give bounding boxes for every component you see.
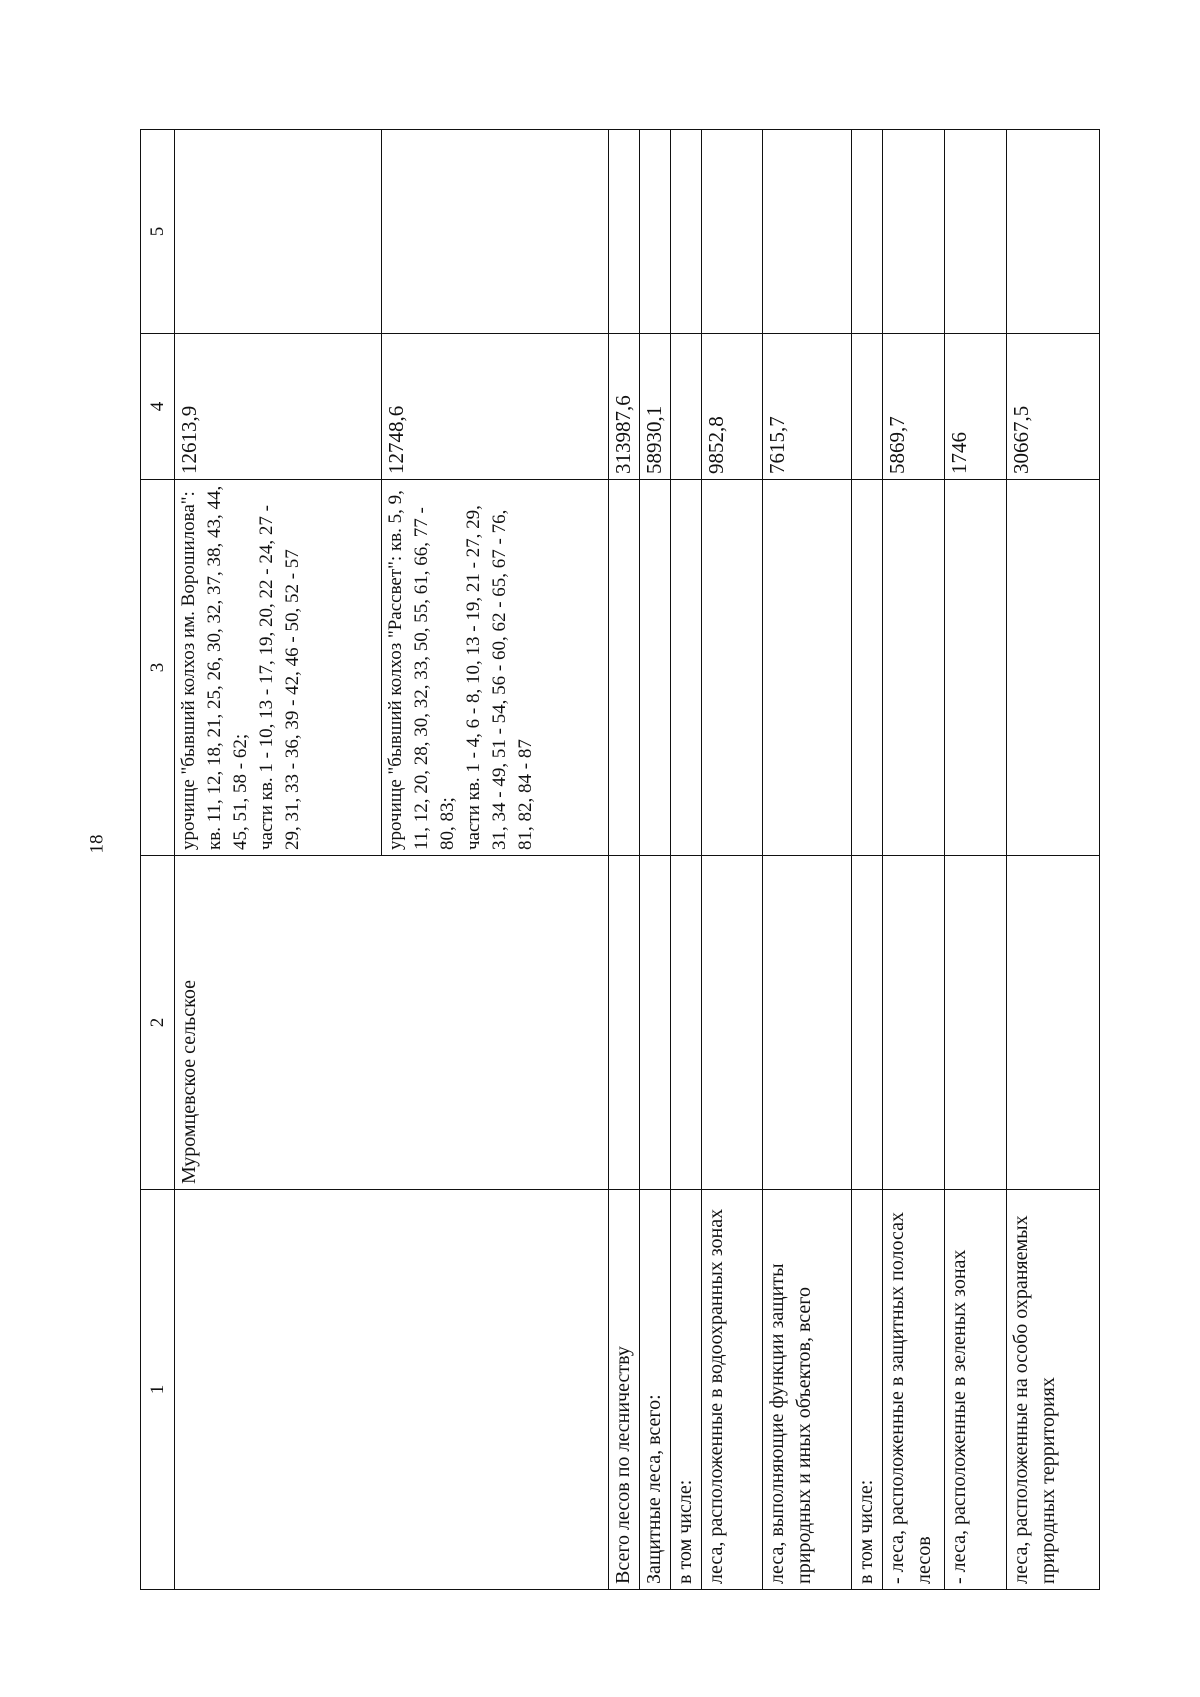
header-cell-1: 1 xyxy=(141,1190,175,1590)
summary-label: - леса, расположенные в защитных полосах лесов xyxy=(883,1190,945,1590)
table-row xyxy=(763,130,852,1590)
empty-cell xyxy=(639,480,670,856)
location-main: урочище "бывший колхоз им. Ворошилова": кв. 11, 12, 18, 21, 25, 26, 30, 32, 37, 38, 43, 44, 45, 51, 58 - 62; xyxy=(178,485,252,850)
table-row xyxy=(852,130,883,1590)
page-number: 18 xyxy=(86,834,108,854)
summary-label: в том числе: xyxy=(670,1190,701,1590)
empty-cell xyxy=(945,480,1007,856)
empty-cell xyxy=(1007,856,1100,1190)
empty-cell xyxy=(1007,480,1100,856)
empty-cell xyxy=(670,856,701,1190)
summary-area: 313987,6 xyxy=(608,334,639,480)
header-cell-3: 3 xyxy=(141,480,175,856)
area-cell: 12748,6 xyxy=(381,334,608,480)
empty-cell xyxy=(701,130,763,334)
empty-cell xyxy=(670,130,701,334)
area-cell: 12613,9 xyxy=(175,334,381,480)
summary-area: 7615,7 xyxy=(763,334,852,480)
summary-area: 30667,5 xyxy=(1007,334,1100,480)
summary-area xyxy=(852,334,883,480)
summary-area: 1746 xyxy=(945,334,1007,480)
location-main: урочище "бывший колхоз "Рассвет": кв. 5, 9, 11, 12, 20, 28, 30, 32, 33, 50, 55, 61, 66, 77 - 80, 83; xyxy=(384,490,458,850)
summary-label: леса, выполняющие функции защиты природных и иных объектов, всего xyxy=(763,1190,852,1590)
summary-area: 5869,7 xyxy=(883,334,945,480)
empty-cell xyxy=(1007,130,1100,334)
empty-cell xyxy=(175,1190,609,1590)
summary-label: леса, расположенные на особо охраняемых природных территориях xyxy=(1007,1190,1100,1590)
empty-cell xyxy=(883,130,945,334)
settlement-cell: Муромцевское сельское xyxy=(175,856,609,1190)
forest-table xyxy=(140,129,1100,1590)
empty-cell xyxy=(883,856,945,1190)
table-row xyxy=(1007,130,1100,1590)
empty-cell xyxy=(763,856,852,1190)
table-row xyxy=(175,130,381,1590)
summary-label: - леса, расположенные в зеленых зонах xyxy=(945,1190,1007,1590)
location-parts: части кв. 1 - 4, 6 - 8, 10, 13 - 19, 21 - 27, 29, 31, 34 - 49, 51 - 54, 56 - 60, 62 - 65, 67 - 76, 81, 82, 84 - 87 xyxy=(462,505,536,850)
empty-cell xyxy=(639,856,670,1190)
empty-cell xyxy=(381,130,608,334)
empty-cell xyxy=(763,130,852,334)
header-cell-4: 4 xyxy=(141,334,175,480)
empty-cell xyxy=(608,480,639,856)
empty-cell xyxy=(883,480,945,856)
header-cell-5: 5 xyxy=(141,130,175,334)
location-cell xyxy=(175,480,381,856)
summary-area: 9852,8 xyxy=(701,334,763,480)
table-row xyxy=(608,130,639,1590)
empty-cell xyxy=(852,130,883,334)
empty-cell xyxy=(701,480,763,856)
location-cell xyxy=(381,480,608,856)
table-row xyxy=(701,130,763,1590)
empty-cell xyxy=(670,480,701,856)
header-row xyxy=(141,130,175,1590)
empty-cell xyxy=(763,480,852,856)
summary-area xyxy=(670,334,701,480)
empty-cell xyxy=(852,480,883,856)
empty-cell xyxy=(608,130,639,334)
empty-cell xyxy=(945,856,1007,1190)
empty-cell xyxy=(945,130,1007,334)
empty-cell xyxy=(639,130,670,334)
rotated-table-wrapper xyxy=(140,130,1100,1590)
header-cell-2: 2 xyxy=(141,856,175,1190)
empty-cell xyxy=(701,856,763,1190)
summary-area: 58930,1 xyxy=(639,334,670,480)
summary-label: Защитные леса, всего: xyxy=(639,1190,670,1590)
table-row xyxy=(945,130,1007,1590)
summary-label: леса, расположенные в водоохранных зонах xyxy=(701,1190,763,1590)
table-row xyxy=(670,130,701,1590)
location-parts: части кв. 1 - 10, 13 - 17, 19, 20, 22 - 24, 27 - 29, 31, 33 - 36, 39 - 42, 46 - 50, 52 - 57 xyxy=(256,505,304,850)
summary-label: Всего лесов по лесничеству xyxy=(608,1190,639,1590)
table-row xyxy=(639,130,670,1590)
empty-cell xyxy=(852,856,883,1190)
empty-cell xyxy=(175,130,381,334)
table-row xyxy=(883,130,945,1590)
empty-cell xyxy=(608,856,639,1190)
summary-label: в том числе: xyxy=(852,1190,883,1590)
